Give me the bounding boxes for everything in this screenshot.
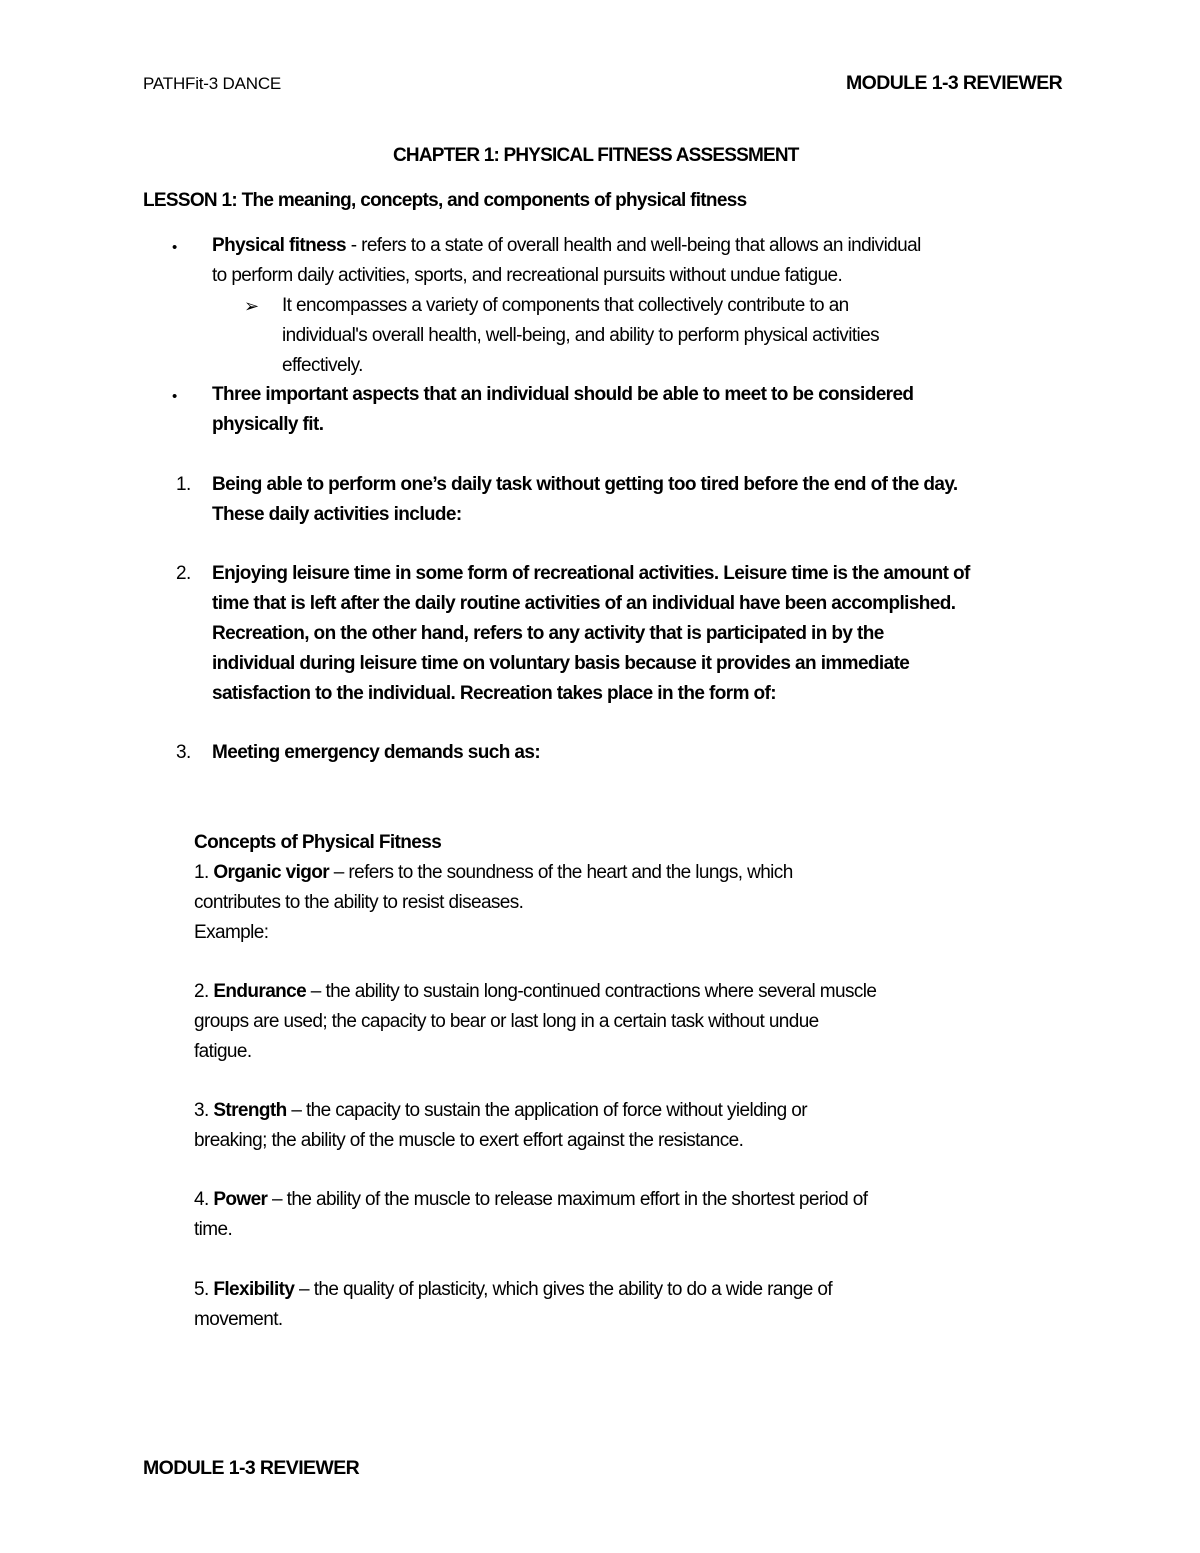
concept-number: 2. xyxy=(194,981,214,1002)
concepts-heading: Concepts of Physical Fitness xyxy=(194,832,442,853)
definition-text: – the ability to sustain long-continued contractions where several muscle xyxy=(306,981,877,1002)
concept-5-line2: movement. xyxy=(194,1309,283,1330)
header-module-label: MODULE 1-3 REVIEWER xyxy=(846,72,1063,94)
concept-2-line3: fatigue. xyxy=(194,1041,252,1062)
term-endurance: Endurance xyxy=(213,981,307,1002)
concept-1-line1 xyxy=(194,858,793,888)
concept-5-line1 xyxy=(194,1275,832,1305)
concept-1-line2: contributes to the ability to resist diseases. xyxy=(194,892,524,913)
term-organic-vigor: Organic vigor xyxy=(213,862,330,883)
aspect-number: 1. xyxy=(176,474,191,495)
bullet-marker: • xyxy=(172,239,177,256)
aspect-2-line4: individual during leisure time on voluntary basis because it provides an immediate xyxy=(212,653,910,674)
footer-module-label: MODULE 1-3 REVIEWER xyxy=(143,1457,360,1479)
concept-number: 1. xyxy=(194,862,214,883)
term-physical-fitness: Physical fitness xyxy=(212,235,347,256)
sub-bullet-line2: individual's overall health, well-being, and ability to perform physical activities xyxy=(282,325,879,346)
concept-2-line2: groups are used; the capacity to bear or last long in a certain task without undue xyxy=(194,1011,819,1032)
concept-3-line2: breaking; the ability of the muscle to exert effort against the resistance. xyxy=(194,1130,744,1151)
concept-3-line1 xyxy=(194,1096,807,1126)
header-course-label: PATHFit-3 DANCE xyxy=(143,74,282,93)
definition-text: – the ability of the muscle to release maximum effort in the shortest period of xyxy=(267,1189,868,1210)
bullet-physical-fitness-line1 xyxy=(212,231,921,261)
aspect-2-line5: satisfaction to the individual. Recreation takes place in the form of: xyxy=(212,683,777,704)
definition-text: – refers to the soundness of the heart and the lungs, which xyxy=(329,862,793,883)
concept-4-line1 xyxy=(194,1185,867,1215)
bullet-marker: • xyxy=(172,388,177,405)
definition-text: – the capacity to sustain the application of force without yielding or xyxy=(286,1100,807,1121)
term-strength: Strength xyxy=(213,1100,287,1121)
chapter-title: CHAPTER 1: PHYSICAL FITNESS ASSESSMENT xyxy=(393,145,799,166)
aspect-3-line1: Meeting emergency demands such as: xyxy=(212,742,541,763)
aspect-1-line1: Being able to perform one’s daily task without getting too tired before the end of the day. xyxy=(212,474,958,495)
concept-2-line1 xyxy=(194,977,876,1007)
aspect-2-line2: time that is left after the daily routine activities of an individual have been accomplished. xyxy=(212,593,956,614)
bullet-three-aspects-line2: physically fit. xyxy=(212,414,324,435)
definition-text: – the quality of plasticity, which gives the ability to do a wide range of xyxy=(294,1279,833,1300)
bullet-physical-fitness-line2: to perform daily activities, sports, and recreational pursuits without undue fatigue. xyxy=(212,265,843,286)
concept-number: 4. xyxy=(194,1189,214,1210)
definition-text: - refers to a state of overall health and well-being that allows an individual xyxy=(346,235,921,256)
term-flexibility: Flexibility xyxy=(213,1279,295,1300)
concept-4-line2: time. xyxy=(194,1219,233,1240)
sub-bullet-line3: effectively. xyxy=(282,355,363,376)
aspect-number: 3. xyxy=(176,742,191,763)
sub-bullet-line1: It encompasses a variety of components that collectively contribute to an xyxy=(282,295,849,316)
concept-1-line3: Example: xyxy=(194,922,269,943)
term-power: Power xyxy=(213,1189,268,1210)
bullet-three-aspects-line1: Three important aspects that an individual should be able to meet to be considered xyxy=(212,384,914,405)
aspect-2-line1: Enjoying leisure time in some form of recreational activities. Leisure time is the amount of xyxy=(212,563,970,584)
concept-number: 5. xyxy=(194,1279,214,1300)
aspect-1-line2: These daily activities include: xyxy=(212,504,462,525)
aspect-number: 2. xyxy=(176,563,191,584)
arrow-bullet-icon: ➢ xyxy=(244,296,259,316)
concept-number: 3. xyxy=(194,1100,214,1121)
aspect-2-line3: Recreation, on the other hand, refers to any activity that is participated in by the xyxy=(212,623,884,644)
lesson-title: LESSON 1: The meaning, concepts, and components of physical fitness xyxy=(143,190,747,211)
